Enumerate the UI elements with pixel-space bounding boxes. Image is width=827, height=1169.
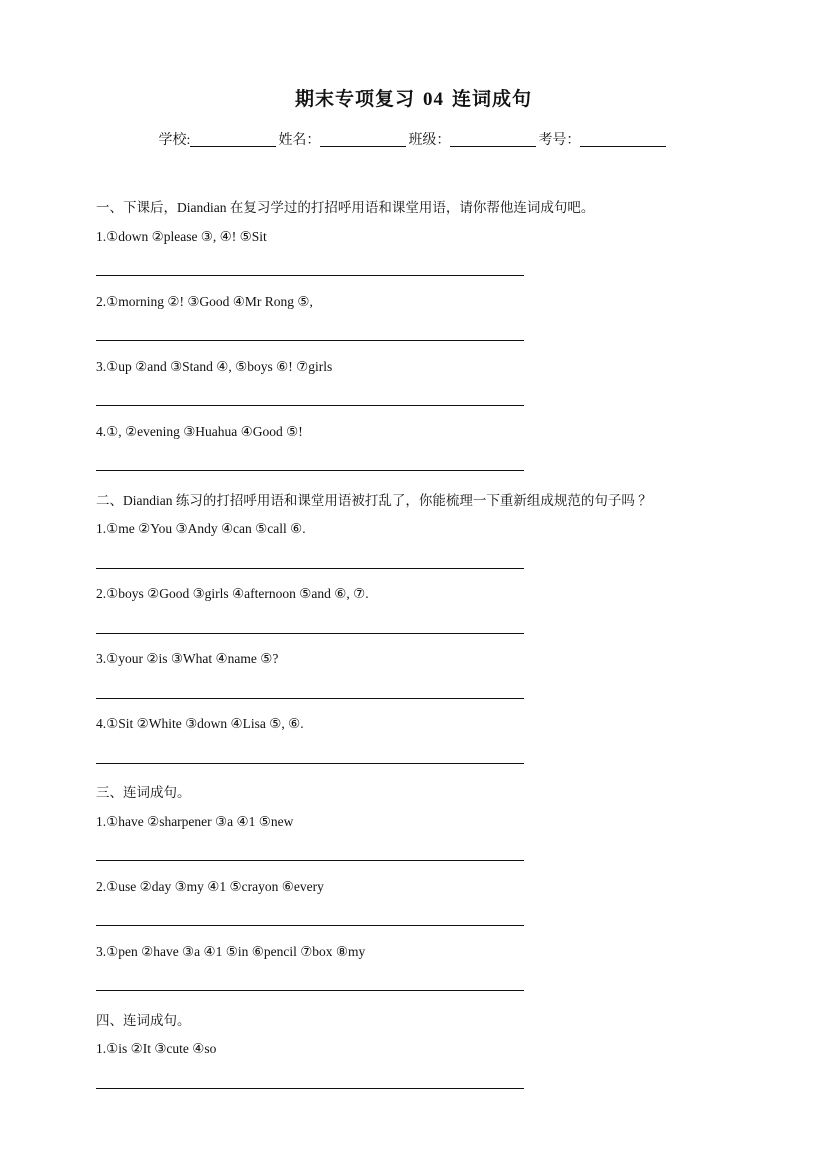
answer-line[interactable] [96, 568, 524, 569]
question-item: 2.①use ②day ③my ④1 ⑤crayon ⑥every [96, 879, 324, 894]
question-item: 4.①Sit ②White ③down ④Lisa ⑤, ⑥. [96, 716, 304, 731]
exam-number-label: 考号： [538, 133, 581, 148]
answer-line[interactable] [96, 925, 524, 926]
question-item: 2.①morning ②! ③Good ④Mr Rong ⑤, [96, 294, 313, 309]
question-item: 2.①boys ②Good ③girls ④afternoon ⑤and ⑥, ⑦. [96, 586, 369, 601]
question-item: 1.①is ②It ③cute ④so [96, 1041, 217, 1056]
class-field[interactable] [450, 132, 536, 147]
title-suffix: 连词成句 [452, 89, 533, 110]
school-field[interactable] [190, 132, 276, 147]
name-label: 姓名： [278, 133, 321, 148]
question-item: 3.①your ②is ③What ④name ⑤? [96, 651, 279, 666]
class-label: 班级： [408, 133, 451, 148]
school-label: 学校: [158, 133, 191, 148]
answer-line[interactable] [96, 990, 524, 991]
answer-line[interactable] [96, 405, 524, 406]
answer-line[interactable] [96, 763, 524, 764]
answer-line[interactable] [96, 698, 524, 699]
answer-line[interactable] [96, 340, 524, 341]
answer-line[interactable] [96, 860, 524, 861]
student-info-row [0, 129, 827, 149]
question-item: 3.①pen ②have ③a ④1 ⑤in ⑥pencil ⑦box ⑧my [96, 944, 366, 959]
section-heading: 三、连词成句。 [96, 785, 191, 800]
question-item: 1.①me ②You ③Andy ④can ⑤call ⑥. [96, 521, 306, 536]
answer-line[interactable] [96, 470, 524, 471]
question-item: 4.①, ②evening ③Huahua ④Good ⑤! [96, 424, 303, 439]
question-item: 1.①have ②sharpener ③a ④1 ⑤new [96, 814, 294, 829]
section-heading: 二、Diandian 练习的打招呼用语和课堂用语被打乱了，你能梳理一下重新组成规范的句子吗 ？ [96, 493, 652, 508]
answer-line[interactable] [96, 633, 524, 634]
page-title [0, 84, 827, 111]
answer-line[interactable] [96, 1088, 524, 1089]
section-heading: 四、连词成句。 [96, 1013, 191, 1028]
title-prefix: 期末专项复习 [294, 89, 415, 110]
answer-line[interactable] [96, 275, 524, 276]
question-item: 1.①down ②please ③, ④! ⑤Sit [96, 229, 267, 244]
title-number: 04 [423, 89, 444, 110]
exam-number-field[interactable] [580, 132, 666, 147]
section-heading: 一、下课后，Diandian 在复习学过的打招呼用语和课堂用语，请你帮他连词成句吧。 [96, 200, 595, 215]
name-field[interactable] [320, 132, 406, 147]
question-item: 3.①up ②and ③Stand ④, ⑤boys ⑥! ⑦girls [96, 359, 333, 374]
